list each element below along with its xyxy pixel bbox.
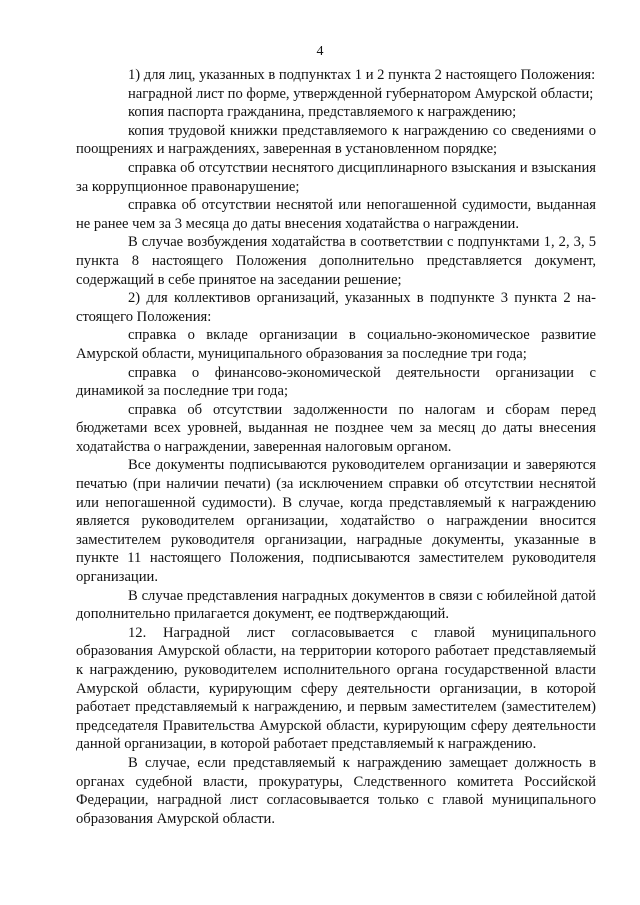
paragraph-anniversary: В случае представления наградных документов в связи с юбилейной датой дополнительно прилагается документ, ее подтверждающий. xyxy=(76,587,596,623)
paragraph-award-sheet: наградной лист по форме, утвержденной губернатором Амурской области; xyxy=(128,85,594,102)
paragraph-for-collectives: 2) для коллективов организаций, указанных в подпункте 3 пункта 2 настоящего Положения: xyxy=(76,290,596,325)
paragraph-tax-certificate: справка об отсутствии задолженности по налогам и сборам перед бюджетами всех уровней, выданная не позднее чем за месяц до даты внесения ходатайства о награждении, заверенная налоговым органом. xyxy=(76,401,596,455)
paragraph-petition-decision: В случае возбуждения ходатайства в соответствии с подпунктами 1, 2, 3, 5 пункта 8 настоящего Положения дополнительно представляется документ, содержащий в себе принятое на заседании решение; xyxy=(76,234,596,288)
document-body xyxy=(76,66,596,828)
paragraph-work-record-copy: копия трудовой книжки представляемого к награждению со сведениями о поощрениях и награждениях, заверенная в установленном порядке; xyxy=(76,122,596,158)
paragraph-for-individuals: 1) для лиц, указанных в подпунктах 1 и 2 пункта 2 настоящего Положения: xyxy=(128,67,596,83)
paragraph-disciplinary-certificate: справка об отсутствии неснятого дисциплинарного взыскания и взыскания за коррупционное правонарушение; xyxy=(76,159,596,195)
paragraph-financial-certificate: справка о финансово-экономической деятельности организации с динамикой за последние три года; xyxy=(76,364,596,400)
paragraph-clause-12: 12. Наградной лист согласовывается с главой муниципального образования Амурской области, на территории которого работает представляемый к награждению, руководителем исполнительного органа государственной власти Амурской области, курирующим сферу деятельности организации, в которой работает представляемый к награждению, и первым заместителем (заместителем) председателя Правительства Амурской области, курирующим сферу деятельности данной организации, в которой работает представляемый к награждению. xyxy=(76,624,596,753)
paragraph-criminal-record-certificate: справка об отсутствии неснятой или непогашенной судимости, выданная не ранее чем за 3 месяца до даты внесения ходатайства о награждении. xyxy=(76,197,596,232)
paragraph-judicial-exception: В случае, если представляемый к награждению замещает должность в органах судебной власти, прокуратуры, Следственного комитета Российской Федерации, наградной лист согласовывается только с главой муниципального образования Амурской области. xyxy=(76,754,596,827)
paragraph-signing-rules: Все документы подписываются руководителем организации и заверяются печатью (при наличии печати) (за исключением справки об отсутствии неснятой или непогашенной судимости). В случае, когда представляемый к награждению является руководителем организации, ходатайство о награждении вносится заместителем руководителя организации, наградные документы, указанные в пункте 11 настоящего Положения, подписываются заместителем руководителя организации. xyxy=(76,457,596,586)
paragraph-passport-copy: копия паспорта гражданина, представляемого к награждению; xyxy=(128,104,517,121)
page-number: 4 xyxy=(316,44,324,59)
paragraph-contribution-certificate: справка о вкладе организации в социально-экономическое развитие Амурской области, муниципального образования за последние три года; xyxy=(76,327,596,362)
